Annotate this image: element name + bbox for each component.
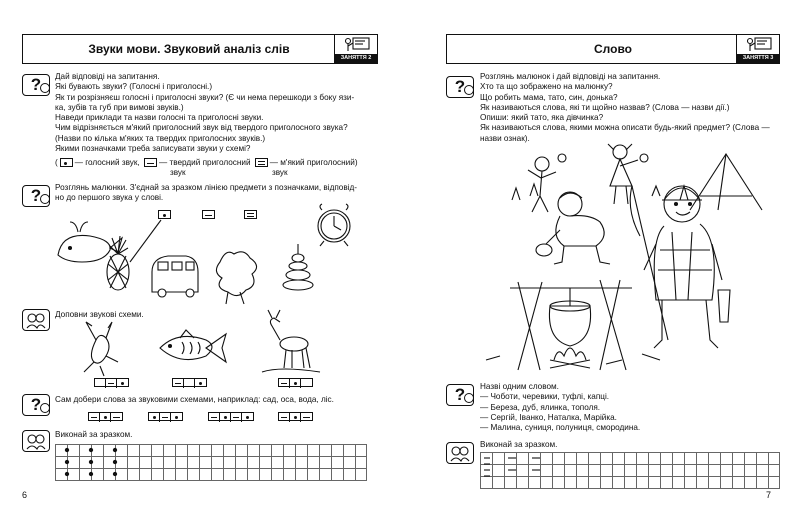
- task4-text-left: Сам добери слова за звуковими схемами, наприклад: сад, оса, вода, ліс.: [55, 395, 334, 404]
- sound-legend: ( — голосний звук, — твердий приголосний — м'який приголосний): [55, 158, 358, 167]
- text-line: Що робить мама, тато, син, донька?: [480, 92, 618, 102]
- text-line: Чим відрізняється м'який приголосний звук від твердого приголосного звука?: [55, 123, 348, 133]
- text-line: но до першого звука у слові.: [55, 193, 164, 203]
- text-line: — Чоботи, черевики, туфлі, капці.: [480, 392, 610, 402]
- task5-text-left: Виконай за зразком.: [55, 430, 133, 439]
- page-title-left: Звуки мови. Звуковий аналіз слів: [22, 34, 356, 64]
- text-line: Хто та що зображено на малюнку?: [480, 82, 613, 92]
- question-icon: ?: [446, 384, 474, 406]
- text-line: Як називаються слова, якими можна описати будь-який предмет? (Слова —: [480, 123, 770, 133]
- text-line: — Малина, суниця, полуниця, смородина.: [480, 423, 641, 433]
- question-icon: ?: [446, 76, 474, 98]
- text-line: Якими позначками треба записувати звуки у схемі?: [55, 144, 251, 154]
- page-title-right: Слово: [446, 34, 780, 64]
- task3-text-left: Доповни звукові схеми.: [55, 310, 144, 319]
- text-line: Як називаються слова, які ти щойно назвав? (Слова — назви дії.): [480, 102, 730, 112]
- text-line: назви ознак).: [480, 133, 530, 143]
- text-line: Наведи приклади та назви голосні та приголосні звуки.: [55, 113, 264, 123]
- page-number-right: 7: [766, 490, 772, 500]
- right-page: [400, 0, 800, 520]
- text-line: Опиши: який тато, яка дівчинка?: [480, 113, 604, 123]
- legend-zvuk-1: звук: [170, 168, 186, 177]
- sample-dashes-right: [400, 0, 800, 520]
- text-line: — Береза, дуб, ялинка, тополя.: [480, 402, 601, 412]
- page-number-left: 6: [22, 490, 28, 500]
- question-icon: ?: [22, 74, 50, 96]
- lesson-label-right: ЗАНЯТТЯ 3: [737, 54, 779, 63]
- legend-zvuk-2: звук: [272, 168, 288, 177]
- question-icon: ?: [22, 185, 50, 207]
- text-line: Дай відповіді на запитання.: [55, 72, 160, 81]
- text-line: Які бувають звуки? (Голосні і приголосні.): [55, 82, 213, 92]
- question-icon: ?: [22, 394, 50, 416]
- lesson-label-left: ЗАНЯТТЯ 2: [335, 54, 377, 63]
- text-line: (Назви по кілька м'яких та твердих приголосних звуків.): [55, 133, 266, 143]
- text-line: Розглянь малюнки. З'єднай за зразком лінією предмети з позначками, відповід-: [55, 183, 358, 192]
- text-line: ка, зубів та губ при вимові звуків.): [55, 102, 184, 112]
- task3-text-right: Виконай за зразком.: [480, 440, 558, 449]
- text-line: — Сергій, Іванко, Наталка, Марійка.: [480, 412, 617, 422]
- text-line: Як ти розрізняєш голосні і приголосні звуки? (Є чи нема перешкоди з боку язи-: [55, 92, 355, 102]
- text-line: Розглянь малюнок і дай відповіді на запитання.: [480, 72, 661, 81]
- text-line: Назві одним словом.: [480, 382, 559, 391]
